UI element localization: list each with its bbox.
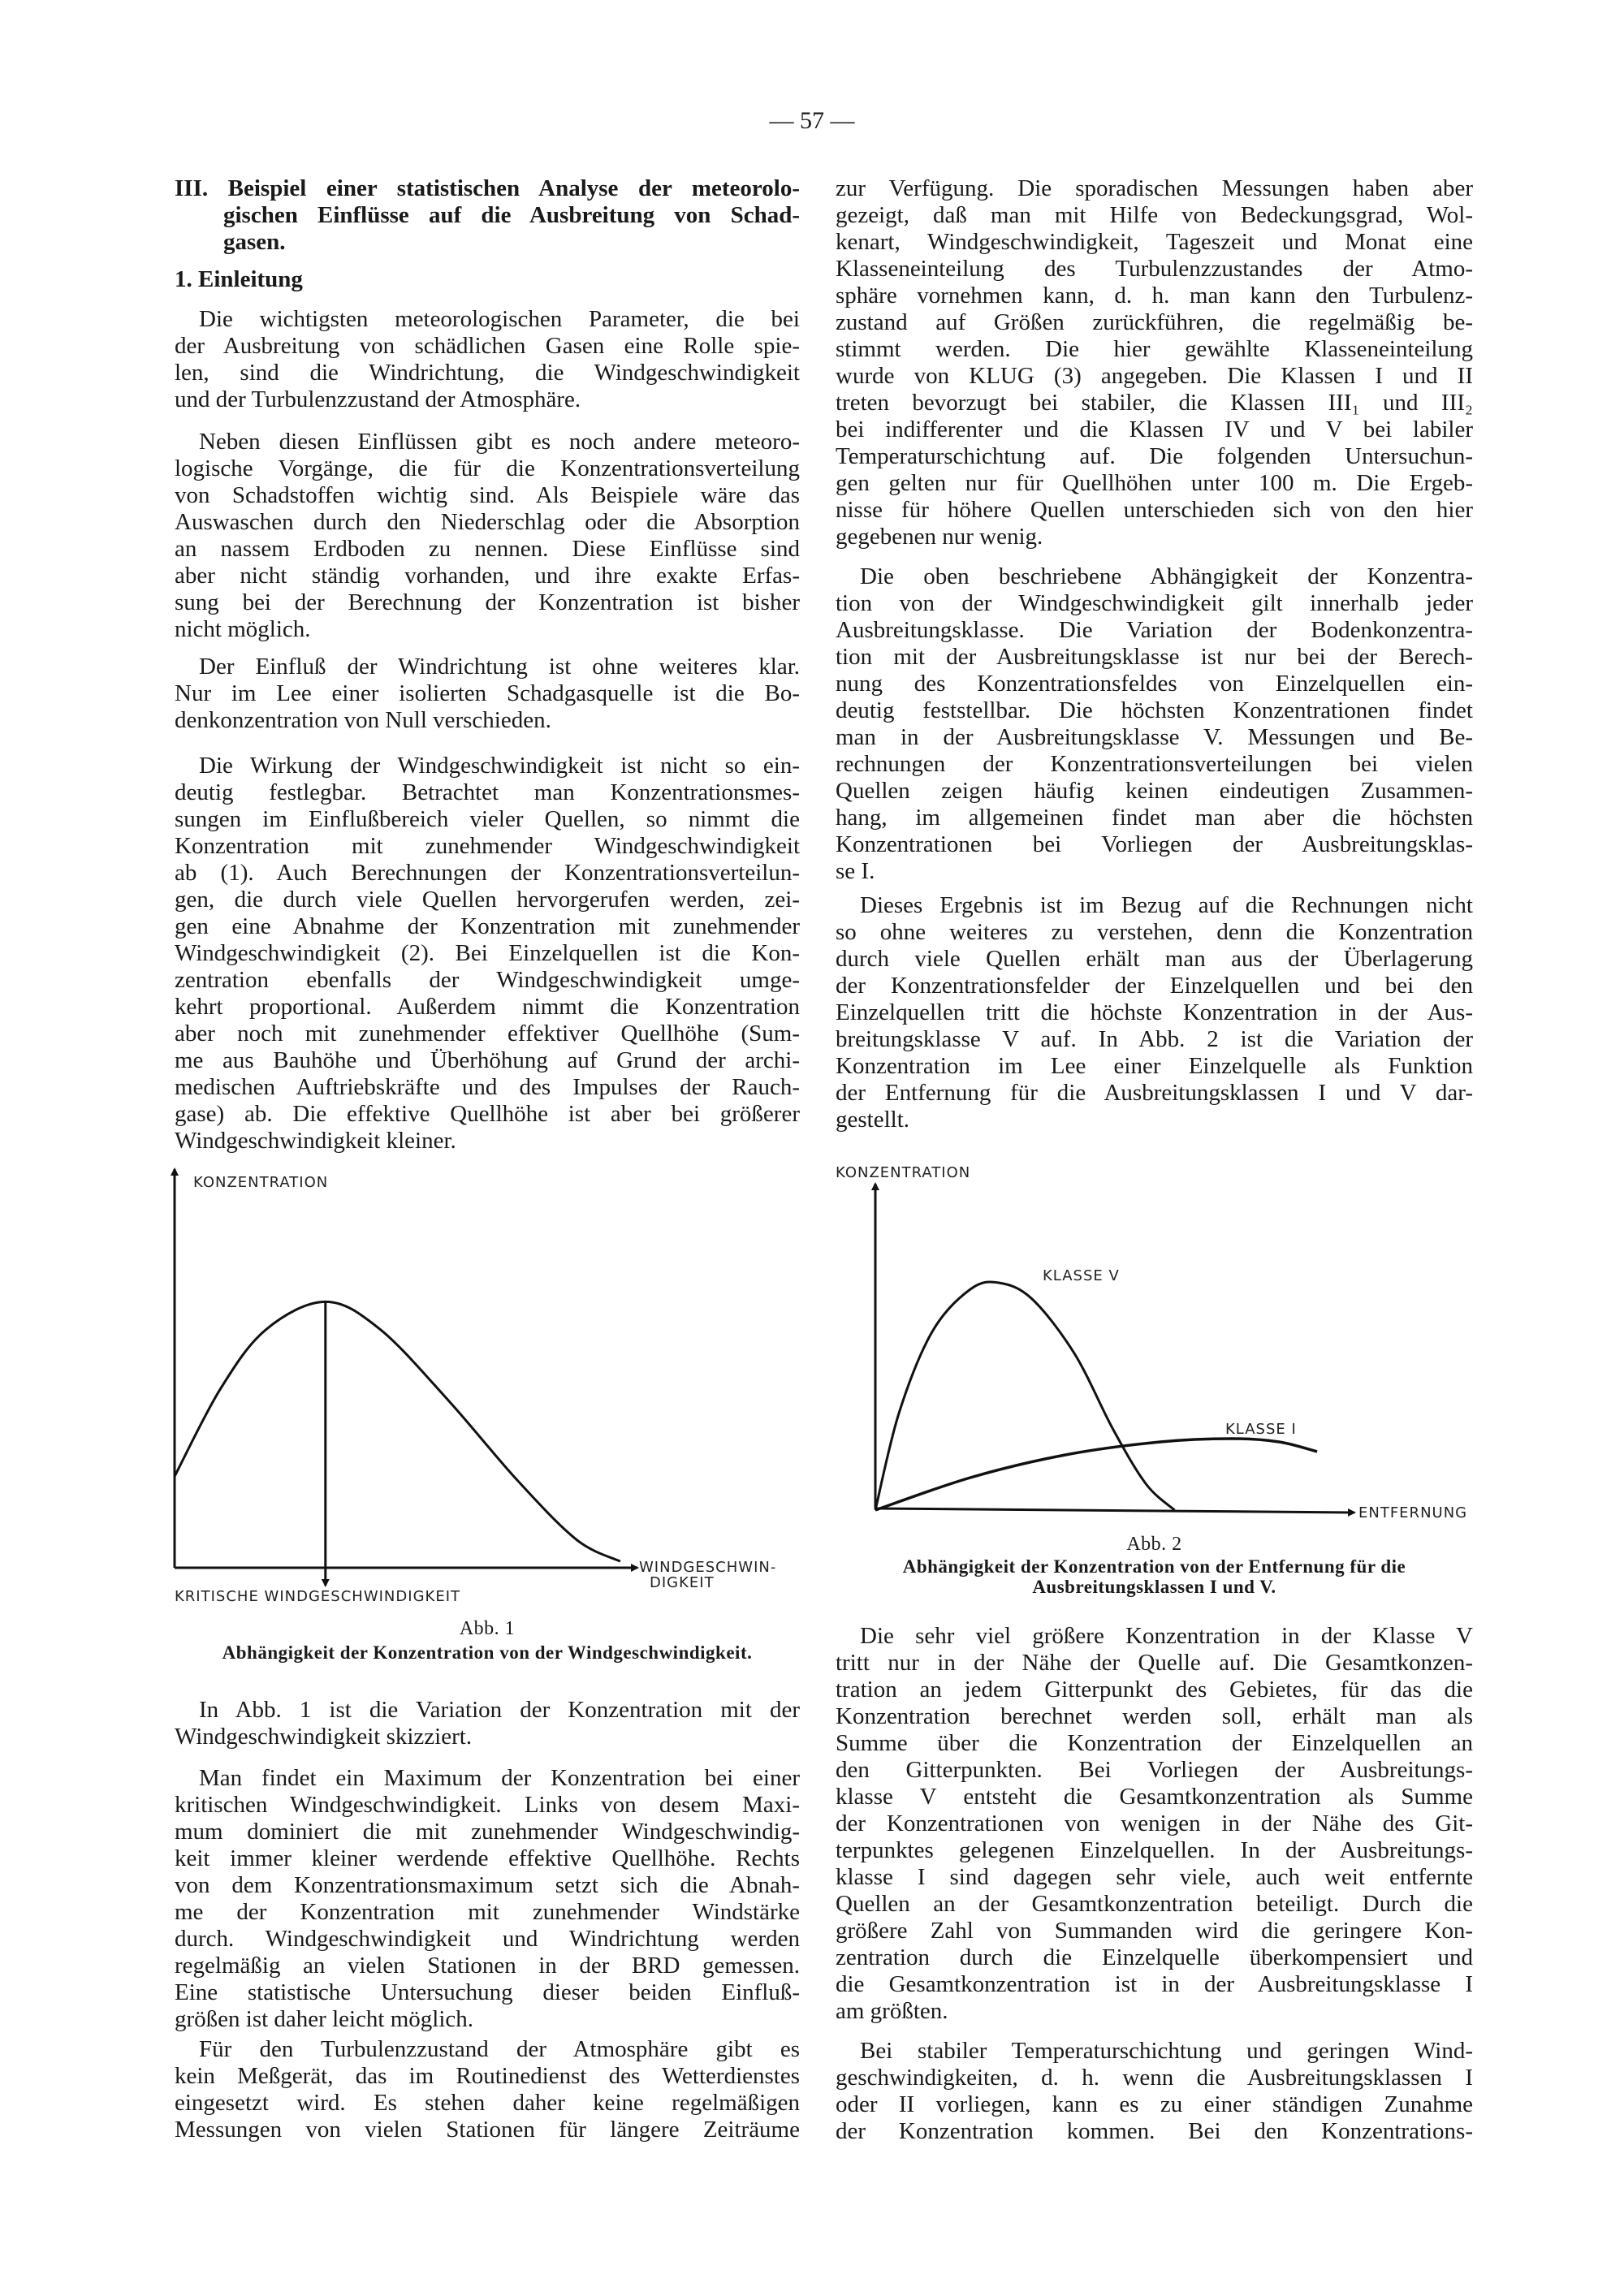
text-line: hang, im allgemeinen findet man aber die höchsten [836,805,1473,831]
text-line: mum dominiert die mit zunehmender Windgeschwindig- [175,1819,800,1845]
page-number: — 57 — [769,107,855,134]
fig2-x-axis [875,1508,1354,1513]
text-line: Der Einfluß der Windrichtung ist ohne weiteres klar. [199,654,800,680]
text-line: tion von der Windgeschwindigkeit gilt innerhalb jeder [836,590,1473,616]
fig2-caption [836,1534,1473,1597]
text-line: Die sehr viel größere Konzentration in der Klasse V [860,1623,1473,1649]
text-line: gegebenen nur wenig. [836,524,1043,550]
text-line: me aus Bauhöhe und Überhöhung auf Grund der archi- [175,1047,800,1073]
text-line: tion mit der Ausbreitungsklasse ist nur bei der Berech- [836,644,1473,670]
text-line: gen, die durch viele Quellen hervorgerufen werden, zei- [175,887,800,913]
text-line: der Konzentrationen von wenigen in der Nähe des Git- [836,1810,1473,1836]
text-line: eingesetzt wird. Es stehen daher keine regelmäßigen [175,2090,800,2116]
fig1-x-label-1: WINDGESCHWIN- [639,1559,777,1576]
text-line: zustand auf Größen zurückführen, die regelmäßig be- [836,309,1473,335]
text-line: sphäre vornehmen kann, d. h. man kann den Turbulenz- [836,283,1473,309]
text-line: gen gelten nur für Quellhöhen unter 100 m. Die Ergeb- [836,470,1473,496]
fig2-y-label: KONZENTRATION [836,1164,971,1181]
text-line: am größten. [836,1998,948,2024]
text-line: nisse für höhere Quellen unterschieden sich von den hier [836,497,1473,523]
text-line: zentration durch die Einzelquelle überkompensiert und [836,1944,1473,1970]
text-line: die Gesamtkonzentration ist in der Ausbreitungsklasse I [836,1971,1473,1997]
text-line: Quellen an der Gesamtkonzentration beteiligt. Durch die [836,1891,1473,1917]
text-line: oder II vorliegen, kann es zu einer ständigen Zunahme [836,2091,1473,2117]
text-line: Konzentration mit zunehmender Windgeschwindigkeit [175,833,800,859]
fig2-curve-klasse-v [875,1282,1175,1510]
text-line: Man findet ein Maximum der Konzentration bei einer [199,1765,800,1791]
text-line: Einzelquellen tritt die höchste Konzentration in der Aus- [836,999,1473,1025]
text-line: Konzentration im Lee einer Einzelquelle als Funktion [836,1053,1473,1079]
text-line: größen ist daher leicht möglich. [175,2006,474,2032]
text-line: so ohne weiteres zu verstehen, denn die Konzentration [836,919,1473,945]
fig1-y-label: KONZENTRATION [193,1174,329,1191]
text-line: deutig feststellbar. Die höchsten Konzentrationen findet [836,697,1473,723]
text-line: Bei stabiler Temperaturschichtung und geringen Wind- [860,2038,1473,2064]
text-line: kehrt proportional. Außerdem nimmt die Konzentration [175,994,800,1020]
fig2-title-2: Ausbreitungsklassen I und V. [1032,1577,1276,1597]
text-line: tration an jedem Gitterpunkt des Gebietes, für das die [836,1677,1473,1703]
text-line: aber noch mit zunehmender effektiver Quellhöhe (Sum- [175,1021,800,1047]
text-line: Auswaschen durch den Niederschlag oder die Absorption [175,509,800,535]
fig1-x-label-2: DIGKEIT [650,1574,715,1591]
figure-2 [836,1164,1467,1521]
text-line: gezeigt, daß man mit Hilfe von Bedeckungsgrad, Wol- [836,202,1473,228]
text-line: logische Vorgänge, die für die Konzentrationsverteilung [175,455,800,481]
text-line: Neben diesen Einflüssen gibt es noch andere meteoro- [199,429,800,455]
text-line: medischen Auftriebskräfte und des Impulses der Rauch- [175,1074,800,1100]
text-line: kritischen Windgeschwindigkeit. Links von desem Maxi- [175,1792,800,1818]
fig2-x-label: ENTFERNUNG [1358,1504,1468,1521]
text-line: gase) ab. Die effektive Quellhöhe ist aber bei größerer [175,1101,800,1127]
text-line: Quellen zeigen häufig keinen eindeutigen Zusammen- [836,778,1473,804]
text-line: 1. Einleitung [175,266,303,292]
text-line: gestellt. [836,1107,910,1133]
text-line: me der Konzentration mit zunehmender Windstärke [175,1899,800,1925]
text-line: gen eine Abnahme der Konzentration mit zunehmender [175,913,800,939]
text-line: Konzentrationen bei Vorliegen der Ausbreitungsklas- [836,831,1473,857]
text-line: der Ausbreitung von schädlichen Gasen eine Rolle spie- [175,333,800,359]
text-line: bei indifferenter und die Klassen IV und V bei labiler [836,416,1473,442]
text-line: se I. [836,858,875,884]
fig1-caption [175,1619,800,1663]
text-line: kein Meßgerät, das im Routinedienst des Wetterdienstes [175,2063,800,2089]
text-line: Die wichtigsten meteorologischen Parameter, die bei [199,306,800,332]
text-line: sungen im Einflußbereich vieler Quellen, so nimmt die [175,806,800,832]
text-line: größere Zahl von Summanden wird die geringere Kon- [836,1918,1473,1944]
text-line: nicht möglich. [175,616,311,642]
text-line: aber nicht ständig vorhanden, und ihre exakte Erfas- [175,563,800,589]
text-line: Eine statistische Untersuchung dieser beiden Einfluß- [175,1979,800,2005]
text-line: regelmäßig an vielen Stationen in der BRD gemessen. [175,1953,800,1979]
text-line: treten bevorzugt bei stabiler, die Klassen III₁ und III₂ [836,390,1473,416]
figure-1 [175,1169,776,1605]
text-line: von dem Konzentrationsmaximum setzt sich die Abnah- [175,1872,800,1898]
text-line: Die Wirkung der Windgeschwindigkeit ist nicht so ein- [199,753,800,779]
text-line: klasse I sind dagegen sehr viele, auch weit entfernte [836,1864,1473,1890]
text-line: len, sind die Windrichtung, die Windgeschwindigkeit [175,360,800,386]
text-line: durch viele Quellen erhält man aus der Überlagerung [836,946,1473,972]
text-line: gischen Einflüsse auf die Ausbreitung von Schad- [223,202,800,228]
text-line: tritt nur in der Nähe der Quelle auf. Die Gesamtkonzen- [836,1650,1473,1676]
text-line: den Gitterpunkten. Bei Vorliegen der Ausbreitungs- [836,1757,1473,1783]
fig2-title-1: Abhängigkeit der Konzentration von der Entfernung für die [902,1556,1406,1577]
text-line: sung bei der Berechnung der Konzentration ist bisher [175,589,800,615]
text-line: durch. Windgeschwindigkeit und Windrichtung werden [175,1926,800,1952]
text-line: geschwindigkeiten, d. h. wenn die Ausbreitungsklassen I [836,2065,1473,2091]
text-line: III. Beispiel einer statistischen Analyse der meteorolo- [175,175,800,201]
text-line: der Entfernung für die Ausbreitungsklassen I und V dar- [836,1080,1473,1106]
fig2-legend-klasse-v: KLASSE V [1043,1267,1120,1284]
text-line: Ausbreitungsklasse. Die Variation der Bodenkonzentra- [836,617,1473,643]
text-line: Dieses Ergebnis ist im Bezug auf die Rechnungen nicht [860,892,1473,918]
text-line: Windgeschwindigkeit skizziert. [175,1724,473,1750]
text-line: Konzentration berechnet werden soll, erhält man als [836,1703,1473,1729]
text-line: In Abb. 1 ist die Variation der Konzentration mit der [199,1697,800,1723]
fig1-number: Abb. 1 [459,1618,516,1639]
text-line: terpunktes gelegenen Einzelquellen. In der Ausbreitungs- [836,1837,1473,1863]
text-line: rechnungen der Konzentrationsverteilungen bei vielen [836,751,1473,777]
fig1-curve-konzentration [175,1301,620,1561]
text-line: denkonzentration von Null verschieden. [175,707,551,733]
text-line: Nur im Lee einer isolierten Schadgasquelle ist die Bo- [175,680,800,706]
text-line: klasse V entsteht die Gesamtkonzentration als Summe [836,1784,1473,1810]
fig2-number: Abb. 2 [1126,1534,1182,1555]
text-line: zur Verfügung. Die sporadischen Messungen haben aber [836,175,1473,201]
text-line: Messungen von vielen Stationen für längere Zeiträume [175,2117,800,2143]
text-line: zentration ebenfalls der Windgeschwindigkeit umge- [175,967,800,993]
text-line: der Konzentration kommen. Bei den Konzentrations- [836,2118,1473,2144]
fig1-title: Abhängigkeit der Konzentration von der Windgeschwindigkeit. [222,1642,753,1663]
fig1-critical-label: KRITISCHE WINDGESCHWINDIGKEIT [175,1588,460,1605]
text-line: Für den Turbulenzzustand der Atmosphäre gibt es [199,2036,800,2062]
text-line: Windgeschwindigkeit kleiner. [175,1128,456,1154]
text-line: wurde von KLUG (3) angegeben. Die Klassen I und II [836,363,1473,389]
text-line: nung des Konzentrationsfeldes von Einzelquellen ein- [836,671,1473,697]
text-line: man in der Ausbreitungsklasse V. Messungen und Be- [836,724,1473,750]
text-line: keit immer kleiner werdende effektive Quellhöhe. Rechts [175,1845,800,1871]
text-line: und der Turbulenzzustand der Atmosphäre. [175,386,581,412]
text-line: Klasseneinteilung des Turbulenzzustandes der Atmo- [836,256,1473,282]
fig2-curve-klasse-i [875,1439,1317,1510]
text-line: Windgeschwindigkeit (2). Bei Einzelquellen ist die Kon- [175,940,800,966]
text-line: kenart, Windgeschwindigkeit, Tageszeit und Monat eine [836,229,1473,255]
text-line: Summe über die Konzentration der Einzelquellen an [836,1730,1473,1756]
fig2-legend-klasse-i: KLASSE I [1225,1421,1297,1438]
text-line: gasen. [223,229,286,255]
text-line: ab (1). Auch Berechnungen der Konzentrationsverteilun- [175,860,800,886]
text-line: stimmt werden. Die hier gewählte Klasseneinteilung [836,336,1473,362]
text-line: Die oben beschriebene Abhängigkeit der Konzentra- [860,563,1473,589]
text-line: der Konzentrationsfelder der Einzelquellen und bei den [836,973,1473,999]
text-line: breitungsklasse V auf. In Abb. 2 ist die Variation der [836,1026,1473,1052]
text-line: von Schadstoffen wichtig sind. Als Beispiele wäre das [175,482,800,508]
text-line: an nassem Erdboden zu nennen. Diese Einflüsse sind [175,536,800,562]
text-line: deutig festlegbar. Betrachtet man Konzentrationsmes- [175,779,800,805]
text-line: Temperaturschichtung auf. Die folgenden Untersuchun- [836,443,1473,469]
